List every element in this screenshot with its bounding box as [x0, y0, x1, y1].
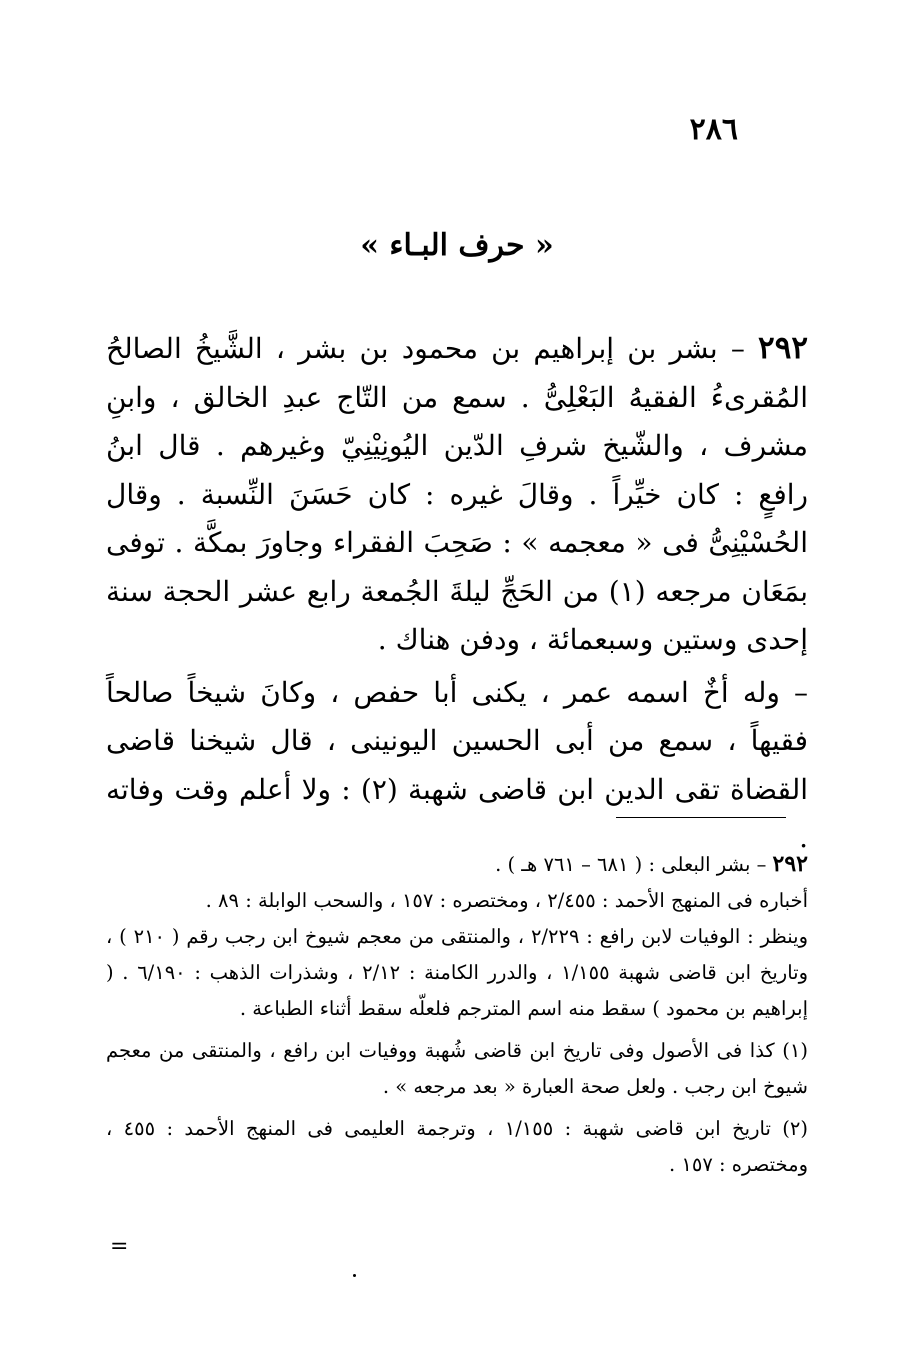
footnote-main [106, 846, 808, 1027]
entry-text-main: – بشر بن إبراهيم بن محمود بن بشر ، الشَّيخُ الصالحُ المُقرىءُ الفقيهُ البَعْلِىُّ . سمع من التّاج عبدِ الخالق ، وابنِ مشرف ، والشّيخ شرفِ الدّين اليُونِيْنِيّ وغيرهم . قال ابنُ رافعٍ : كان خيِّراً . وقالَ غيره : كان حَسَنَ النِّسبة . وقال الحُسْيْنِىُّ فى « معجمه » : صَحِبَ الفقراء وجاورَ بمكَّة . توفى بمَعَان مرجعه (١) من الحَجِّ ليلةَ الجُمعة رابع عشر الحجة سنة إحدى وستين وسبعمائة ، ودفن هناك . [106, 332, 808, 656]
footnotes [106, 846, 808, 1189]
footnote-separator [616, 817, 786, 818]
continuation-mark: = [110, 1234, 129, 1259]
entry-paragraph-sub [106, 669, 808, 863]
section-title: « حرف البـاء » [360, 228, 554, 263]
footnote-main-line2: أخباره فى المنهج الأحمد : ٢/٤٥٥ ، ومختصره : ١٥٧ ، والسحب الوابلة : ٨٩ . [205, 889, 808, 912]
entry-paragraph-main [106, 324, 808, 665]
footnote-main-head: – بشر البعلى : ( ٦٨١ – ٧٦١ هـ ) . [495, 853, 767, 876]
page-number: ٢٨٦ [689, 112, 738, 147]
entry-number: ٢٩٢ [758, 330, 808, 366]
footnote-main-line3: وينظر : الوفيات لابن رافع : ٢/٢٢٩ ، والمنتقى من معجم شيوخ ابن رجب رقم ( ٢١٠ ) ، وتاريخ ابن قاضى شهبة ١/١٥٥ ، والدرر الكامنة : ٢/١٢ ، وشذرات الذهب : ٦/١٩٠ . ( إبراهيم بن محمود ) سقط منه اسم المترجم فلعلّه سقط أثناء الطباعة . [106, 925, 808, 1020]
entry-text-sub: – وله أخٌ اسمه عمر ، يكنى أبا حفص ، وكانَ شيخاً صالحاً فقيهاً ، سمع من أبى الحسين اليونينى ، قال شيخنا قاضى القضاة تقى الدين ابن قاضى شهبة (٢) : ولا أعلم وقت وفاته . [106, 675, 809, 854]
print-speck [353, 1274, 356, 1277]
footnote-2: (٢) تاريخ ابن قاضى شهبة : ١/١٥٥ ، وترجمة العليمى فى المنهج الأحمد : ٤٥٥ ، ومختصره : ١٥٧ . [106, 1117, 808, 1176]
footnote-main-number: ٢٩٢ [772, 851, 808, 877]
footnote-1: (١) كذا فى الأصول وفى تاريخ ابن قاضى شُهبة ووفيات ابن رافع ، والمنتقى من معجم شيوخ ابن رجب . ولعل صحة العبارة « بعد مرجعه » . [106, 1039, 808, 1098]
biography-entry [106, 324, 808, 863]
